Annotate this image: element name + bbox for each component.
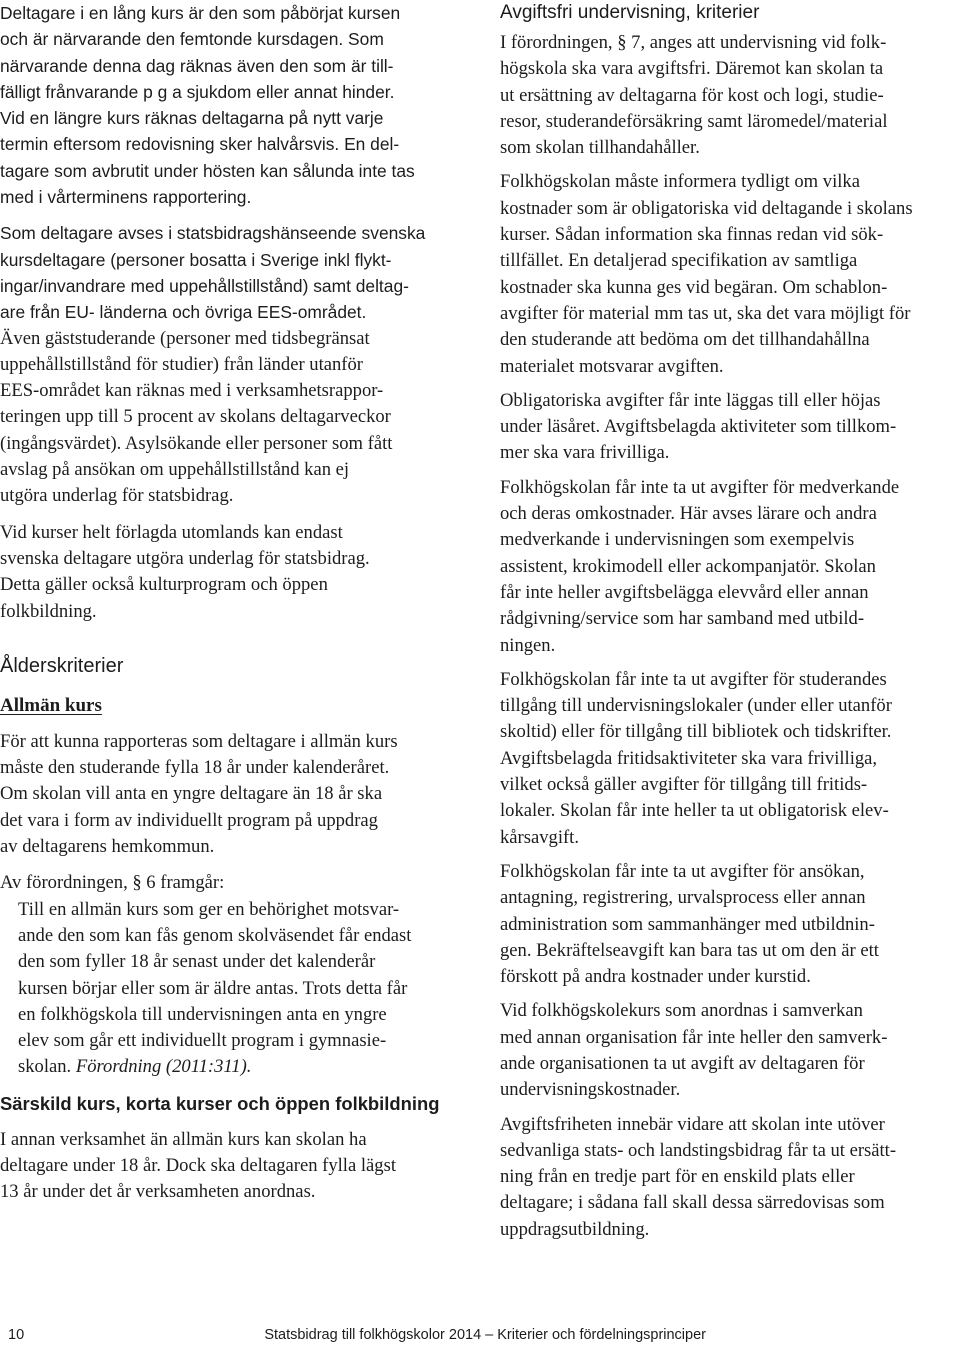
text-line: avgifter för material mm tas ut, ska det vara möjligt för	[500, 302, 911, 324]
text-line: deltagare under 18 år. Dock ska deltagaren fylla lägst	[0, 1154, 396, 1176]
text-line: Folkhögskolan får inte ta ut avgifter för medverkande	[500, 476, 900, 498]
body-paragraph	[500, 667, 960, 851]
general-course-heading: Allmän kurs	[0, 694, 102, 716]
special-courses-heading: Särskild kurs, korta kurser och öppen folkbildning	[0, 1092, 440, 1114]
text-line: assistent, krokimodell eller ackompanjatör. Skolan	[500, 555, 876, 577]
body-paragraph	[500, 475, 960, 659]
text-line: Folkhögskolan får inte ta ut avgifter för studerandes	[500, 668, 887, 690]
text-line: med annan organisation får inte heller den samverk-	[500, 1026, 888, 1048]
body-paragraph	[500, 169, 960, 379]
text-line: undervisningskostnader.	[500, 1079, 681, 1101]
text-line: Folkhögskolan får inte ta ut avgifter för ansökan,	[500, 860, 865, 882]
body-paragraph	[500, 388, 960, 467]
text-line: gen. Bekräftelseavgift kan bara tas ut om den är ett	[500, 939, 879, 961]
text-line: antagning, registrering, urvalsprocess eller annan	[500, 887, 866, 909]
text-line: Vid kurser helt förlagda utomlands kan endast	[0, 521, 343, 543]
text-line: ut ersättning av deltagarna för kost och logi, studie-	[500, 84, 884, 106]
text-line: kursen börjar eller som är äldre antas. Trots detta får	[18, 977, 408, 999]
text-line: uppdragsutbildning.	[500, 1218, 650, 1240]
text-line: sedvanliga stats- och landstingsbidrag får ta ut ersätt-	[500, 1139, 897, 1161]
text-line: lokaler. Skolan får inte heller ta ut obligatorisk elev-	[500, 800, 889, 822]
text-line: tagare som avbrutit under hösten kan sålunda inte tas	[0, 160, 415, 181]
text-line: Avgiftsfriheten innebär vidare att skolan inte utöver	[500, 1113, 885, 1135]
text-line: som skolan tillhandahåller.	[500, 137, 700, 159]
text-line: det vara i form av individuellt program på uppdrag	[0, 809, 378, 831]
running-footer-title: Statsbidrag till folkhögskolor 2014 – Kriterier och fördelningsprinciper	[264, 1327, 706, 1343]
text-line: av deltagarens hemkommun.	[0, 836, 215, 858]
text-line: och deras omkostnader. Här avses lärare och andra	[500, 503, 877, 525]
text-line: Obligatoriska avgifter får inte läggas till eller höjas	[500, 389, 881, 411]
text-line: 13 år under det år verksamheten anordnas.	[0, 1181, 316, 1203]
special-courses-paragraph	[0, 1127, 468, 1206]
text-line: kursdeltagare (personer bosatta i Sverige inkl flykt-	[0, 249, 392, 270]
text-line: kurser. Sådan information ska finnas redan vid sök-	[500, 224, 884, 246]
text-line: utgöra underlag för statsbidrag.	[0, 485, 234, 507]
text-line: mer ska vara frivilliga.	[500, 442, 670, 464]
intro-paragraph	[0, 0, 468, 210]
courses-abroad-paragraph	[0, 520, 468, 625]
text-line: ningen.	[500, 634, 556, 656]
text-line: teringen upp till 5 procent av skolans deltagarveckor	[0, 406, 391, 428]
text-line: elev som går ett individuellt program i gymnasie-	[18, 1030, 387, 1052]
participants-definition-paragraph	[0, 220, 468, 325]
text-line: I annan verksamhet än allmän kurs kan skolan ha	[0, 1128, 367, 1150]
body-paragraph	[500, 30, 960, 161]
quote-lines	[18, 897, 468, 1055]
text-line: rådgivning/service som har samband med utbild-	[500, 608, 865, 630]
right-column	[500, 0, 960, 1251]
free-education-heading: Avgiftsfri undervisning, kriterier	[500, 2, 760, 23]
text-line: EES-området kan räknas med i verksamhetsrappor-	[0, 380, 384, 402]
free-education-body	[500, 30, 960, 1243]
text-line: kostnader som är obligatoriska vid deltagande i skolans	[500, 197, 913, 219]
text-line: får inte heller avgiftsbelägga elevvård eller annan	[500, 581, 869, 603]
text-line: vilket också gäller avgifter för tillgång till fritids-	[500, 774, 868, 796]
text-line: den studerande att bedöma om det tillhandahållna	[500, 329, 870, 351]
text-line: Detta gäller också kulturprogram och öppen	[0, 574, 328, 596]
text-line: svenska deltagare utgöra underlag för statsbidrag.	[0, 547, 370, 569]
text-line: skoltid) eller för tillgång till bibliotek och tidskrifter.	[500, 721, 892, 743]
guest-students-paragraph	[0, 326, 468, 510]
age-criteria-heading: Ålderskriterier	[0, 654, 124, 677]
text-line: Även gäststuderande (personer med tidsbegränsat	[0, 327, 370, 349]
text-line: resor, studerandeförsäkring samt läromedel/material	[500, 110, 888, 132]
text-line: kårsavgift.	[500, 826, 579, 848]
text-line: are från EU- länderna och övriga EES-området.	[0, 302, 367, 323]
text-line: och är närvarande den femtonde kursdagen. Som	[0, 29, 384, 50]
text-line: avslag på ansökan om uppehållstillstånd kan ej	[0, 459, 350, 481]
text-line: fälligt frånvarande p g a sjukdom eller annat hinder.	[0, 81, 395, 102]
text-line: folkbildning.	[0, 600, 97, 622]
text-line: För att kunna rapporteras som deltagare i allmän kurs	[0, 730, 398, 752]
text-line: tillfället. En detaljerad specifikation av samtliga	[500, 250, 858, 272]
text-line: Som deltagare avses i statsbidragshänseende svenska	[0, 223, 426, 244]
general-course-paragraph	[0, 729, 468, 860]
text-line: förskott på andra kostnader under kurstid.	[500, 966, 811, 988]
body-paragraph	[500, 998, 960, 1103]
text-line: närvarande denna dag räknas även den som är till-	[0, 55, 394, 76]
text-line: ning från en tredje part för en enskild plats eller	[500, 1166, 855, 1188]
ordinance-quote	[0, 897, 468, 1081]
text-line: Vid en längre kurs räknas deltagarna på nytt varje	[0, 108, 384, 129]
text-line: administration som sammanhänger med utbildnin-	[500, 913, 875, 935]
text-line: måste den studerande fylla 18 år under kalenderåret.	[0, 757, 390, 779]
text-line: högskola ska vara avgiftsfri. Däremot kan skolan ta	[500, 58, 884, 80]
text-line: tillgång till undervisningslokaler (under eller utanför	[500, 695, 892, 717]
ordinance-intro: Av förordningen, § 6 framgår:	[0, 872, 225, 894]
text-line: ande organisationen ta ut avgift av deltagaren för	[500, 1052, 865, 1074]
text-line: Vid folkhögskolekurs som anordnas i samverkan	[500, 1000, 863, 1022]
text-line: uppehållstillstånd för studier) från länder utanför	[0, 353, 363, 375]
text-line: kostnader ska kunna ges vid begäran. Om schablon-	[500, 276, 888, 298]
text-line: med i vårterminens rapportering.	[0, 187, 252, 208]
text-line: under läsåret. Avgiftsbelagda aktiviteter som tillkom-	[500, 416, 897, 438]
page-number: 10	[8, 1327, 25, 1343]
text-line: Till en allmän kurs som ger en behörighet motsvar-	[18, 898, 400, 920]
text-line: termin eftersom redovisning sker halvårsvis. En del-	[0, 134, 400, 155]
text-line: medverkande i undervisningen som exempelvis	[500, 529, 855, 551]
body-paragraph	[500, 1112, 960, 1243]
text-line: Folkhögskolan måste informera tydligt om vilka	[500, 171, 860, 193]
text-line: den som fyller 18 år senast under det kalenderår	[18, 951, 376, 973]
text-line: materialet motsvarar avgiften.	[500, 355, 724, 377]
text-line: Om skolan vill anta en yngre deltagare än 18 år ska	[0, 783, 383, 805]
quote-last-line	[18, 1054, 468, 1080]
text-line: ingar/invandrare med uppehållstillstånd) samt deltag-	[0, 275, 409, 296]
quote-citation: Förordning (2011:311).	[75, 1056, 252, 1078]
text-line: ande den som kan fås genom skolväsendet får endast	[18, 924, 412, 946]
text-line: I förordningen, § 7, anges att undervisning vid folk-	[500, 32, 887, 53]
left-column	[0, 0, 468, 1206]
text-line: deltagare; i sådana fall skall dessa särredovisas som	[500, 1192, 885, 1214]
text-line: en folkhögskola till undervisningen anta en yngre	[18, 1003, 387, 1025]
text-line: Deltagare i en lång kurs är den som påbörjat kursen	[0, 3, 401, 23]
text-line: Avgiftsbelagda fritidsaktiviteter ska vara frivilliga,	[500, 747, 878, 769]
body-paragraph	[500, 859, 960, 990]
quote-last-word: skolan.	[18, 1056, 72, 1078]
text-line: (ingångsvärdet). Asylsökande eller personer som fått	[0, 432, 393, 454]
